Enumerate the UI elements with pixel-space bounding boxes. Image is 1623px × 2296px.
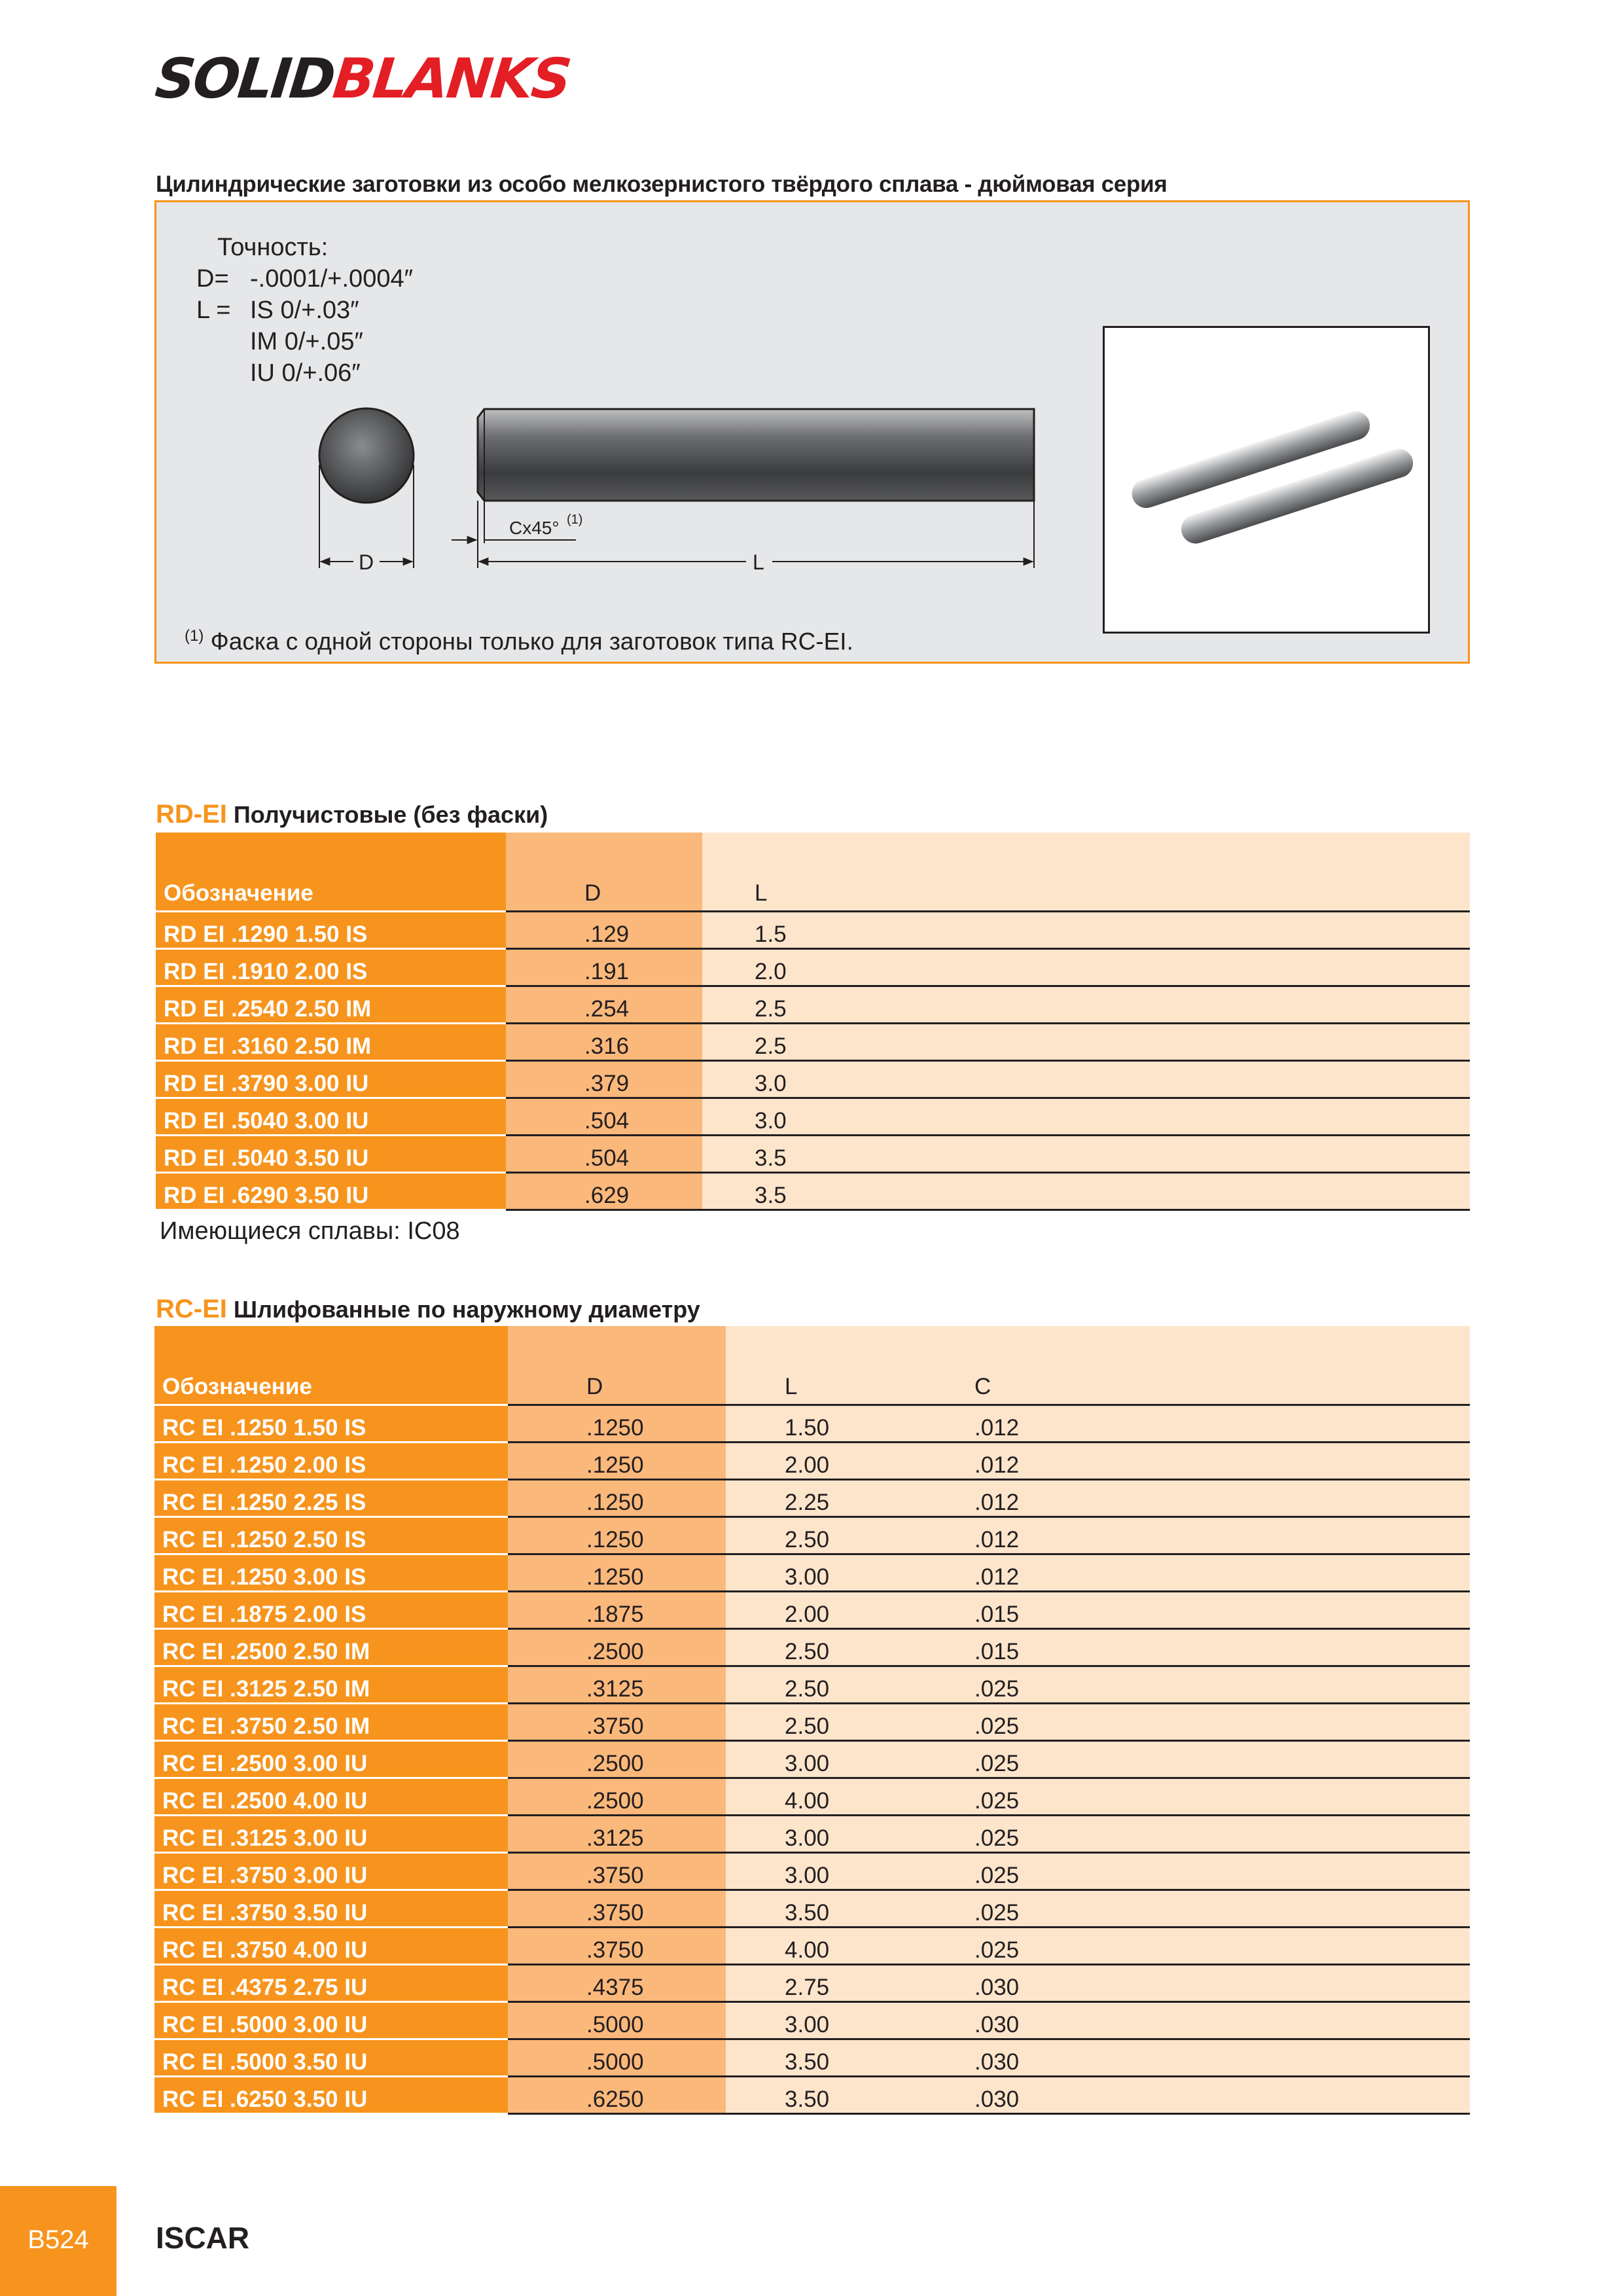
rc-l: 4.00 [726, 1927, 974, 1964]
rc-l: 3.50 [726, 1890, 974, 1927]
rc-col-designation: Обозначение [154, 1326, 508, 1405]
chamfer-label: Cx45° [509, 518, 560, 538]
page-subtitle: Цилиндрические заготовки из особо мелкозернистого твёрдого сплава - дюймовая серия [156, 171, 1168, 197]
rc-header-row [154, 1326, 1470, 1405]
rc-c: .030 [974, 2039, 1470, 2076]
table-row [154, 1442, 1470, 1479]
rc-table [154, 1326, 1470, 2115]
product-photo [1103, 326, 1430, 634]
table-row [154, 2076, 1470, 2113]
rc-l: 2.25 [726, 1479, 974, 1516]
rc-c: .025 [974, 1927, 1470, 1964]
rc-l: 2.50 [726, 1703, 974, 1740]
rd-designation: RD EI .6290 3.50 IU [156, 1172, 506, 1210]
rc-d: .1250 [508, 1479, 726, 1516]
rc-designation: RC EI .1250 2.50 IS [154, 1516, 508, 1554]
table-row [156, 1172, 1470, 1210]
rc-l: 2.50 [726, 1516, 974, 1554]
rc-c: .012 [974, 1405, 1470, 1442]
footnote [185, 627, 853, 655]
accuracy-title: Точность: [217, 234, 329, 261]
rc-l: 3.00 [726, 2001, 974, 2039]
rd-l: 2.0 [702, 948, 1470, 986]
rd-title: Получистовые (без фаски) [233, 801, 548, 828]
rd-d: .504 [506, 1098, 702, 1135]
rd-col-designation: Обозначение [156, 833, 506, 911]
logo-blanks: BLANKS [330, 46, 573, 111]
rd-designation: RD EI .1910 2.00 IS [156, 948, 506, 986]
table-row [154, 1815, 1470, 1852]
rc-l: 3.00 [726, 1815, 974, 1852]
rc-d: .2500 [508, 1628, 726, 1666]
table-row [154, 1479, 1470, 1516]
table-row [154, 1554, 1470, 1591]
blank-drawing [288, 386, 1060, 583]
rd-designation: RD EI .2540 2.50 IM [156, 986, 506, 1023]
rc-c: .025 [974, 1815, 1470, 1852]
rc-designation: RC EI .2500 3.00 IU [154, 1740, 508, 1778]
table-row [156, 1023, 1470, 1060]
rd-col-d: D [506, 833, 702, 911]
tolerance-d-value: -.0001/+.0004″ [250, 265, 414, 293]
rc-designation: RC EI .4375 2.75 IU [154, 1964, 508, 2001]
rc-designation: RC EI .1875 2.00 IS [154, 1591, 508, 1628]
table-row [154, 1890, 1470, 1927]
rc-d: .3750 [508, 1890, 726, 1927]
rc-d: .1250 [508, 1516, 726, 1554]
rc-l: 2.50 [726, 1628, 974, 1666]
rc-c: .012 [974, 1442, 1470, 1479]
rd-d: .504 [506, 1135, 702, 1172]
dim-l-label: L [753, 550, 764, 574]
rc-title: Шлифованные по наружному диаметру [233, 1296, 700, 1323]
tolerance-d-label: D= [196, 265, 229, 293]
rc-c: .030 [974, 1964, 1470, 2001]
rc-l: 2.75 [726, 1964, 974, 2001]
table-row [154, 1703, 1470, 1740]
rc-designation: RC EI .2500 4.00 IU [154, 1778, 508, 1815]
logo-solid: SOLID [152, 46, 337, 111]
rc-c: .025 [974, 1740, 1470, 1778]
rc-col-l: L [726, 1326, 974, 1405]
rd-designation: RD EI .3160 2.50 IM [156, 1023, 506, 1060]
rd-l: 3.5 [702, 1135, 1470, 1172]
rc-designation: RC EI .1250 2.25 IS [154, 1479, 508, 1516]
rd-header-row [156, 833, 1470, 911]
logo [152, 46, 573, 111]
rc-table-body [154, 1405, 1470, 2113]
rc-d: .3750 [508, 1927, 726, 1964]
table-row [156, 1060, 1470, 1098]
rc-l: 3.00 [726, 1852, 974, 1890]
rc-c: .015 [974, 1591, 1470, 1628]
rc-designation: RC EI .3750 3.50 IU [154, 1890, 508, 1927]
rc-d: .3750 [508, 1852, 726, 1890]
rd-l: 2.5 [702, 1023, 1470, 1060]
side-view [478, 409, 1034, 501]
table-row [154, 1666, 1470, 1703]
rd-d: .379 [506, 1060, 702, 1098]
rd-d: .129 [506, 911, 702, 948]
table-row [156, 948, 1470, 986]
rc-l: 2.00 [726, 1442, 974, 1479]
rc-l: 4.00 [726, 1778, 974, 1815]
rc-d: .3750 [508, 1703, 726, 1740]
rc-c: .025 [974, 1890, 1470, 1927]
rd-designation: RD EI .5040 3.50 IU [156, 1135, 506, 1172]
rd-l: 2.5 [702, 986, 1470, 1023]
table-row [154, 1591, 1470, 1628]
rc-c: .012 [974, 1554, 1470, 1591]
rd-col-l: L [702, 833, 1470, 911]
table-row [154, 2039, 1470, 2076]
chamfer-footnote-ref: (1) [567, 512, 583, 527]
rc-c: .030 [974, 2076, 1470, 2113]
rc-l: 2.00 [726, 1591, 974, 1628]
rc-designation: RC EI .3750 2.50 IM [154, 1703, 508, 1740]
rc-d: .1250 [508, 1554, 726, 1591]
rc-designation: RC EI .1250 2.00 IS [154, 1442, 508, 1479]
rc-d: .3125 [508, 1666, 726, 1703]
rd-designation: RD EI .5040 3.00 IU [156, 1098, 506, 1135]
tolerance-l-is: IS 0/+.03″ [250, 296, 359, 324]
rd-d: .629 [506, 1172, 702, 1210]
rc-designation: RC EI .3750 3.00 IU [154, 1852, 508, 1890]
rc-col-c: C [974, 1326, 1470, 1405]
rc-c: .025 [974, 1666, 1470, 1703]
rd-l: 3.5 [702, 1172, 1470, 1210]
rc-l: 3.00 [726, 1740, 974, 1778]
rc-c: .030 [974, 2001, 1470, 2039]
rd-designation: RD EI .1290 1.50 IS [156, 911, 506, 948]
rc-d: .1250 [508, 1442, 726, 1479]
rd-section-heading [156, 800, 548, 829]
table-row [154, 1852, 1470, 1890]
rc-c: .025 [974, 1852, 1470, 1890]
rc-c: .025 [974, 1778, 1470, 1815]
table-row [154, 1740, 1470, 1778]
rc-d: .2500 [508, 1740, 726, 1778]
rc-d: .6250 [508, 2076, 726, 2113]
rc-designation: RC EI .2500 2.50 IM [154, 1628, 508, 1666]
end-view [319, 408, 414, 503]
rc-d: .2500 [508, 1778, 726, 1815]
rd-d: .254 [506, 986, 702, 1023]
rc-d: .5000 [508, 2001, 726, 2039]
table-row [154, 1405, 1470, 1442]
rd-d: .191 [506, 948, 702, 986]
rd-table [156, 833, 1470, 1211]
page-number: B524 [27, 2225, 89, 2254]
table-row [154, 1628, 1470, 1666]
table-row [156, 986, 1470, 1023]
table-row [154, 1778, 1470, 1815]
rc-designation: RC EI .1250 3.00 IS [154, 1554, 508, 1591]
rd-l: 1.5 [702, 911, 1470, 948]
rc-code: RC-EI [156, 1295, 227, 1323]
rc-c: .012 [974, 1479, 1470, 1516]
rc-l: 3.00 [726, 1554, 974, 1591]
rc-c: .015 [974, 1628, 1470, 1666]
table-row [154, 1927, 1470, 1964]
tolerance-l-im: IM 0/+.05″ [250, 328, 363, 355]
table-row [156, 1098, 1470, 1135]
rc-designation: RC EI .6250 3.50 IU [154, 2076, 508, 2113]
rd-code: RD-EI [156, 800, 227, 829]
rc-designation: RC EI .3125 2.50 IM [154, 1666, 508, 1703]
footnote-ref: (1) [185, 627, 204, 645]
available-alloys: Имеющиеся сплавы: IC08 [160, 1217, 460, 1245]
rc-designation: RC EI .1250 1.50 IS [154, 1405, 508, 1442]
rd-l: 3.0 [702, 1060, 1470, 1098]
rc-section-heading [156, 1295, 700, 1324]
rc-l: 3.50 [726, 2039, 974, 2076]
tolerance-l-label: L = [196, 296, 231, 324]
footnote-text: Фаска с одной стороны только для заготовок типа RC-EI. [210, 628, 853, 655]
rc-l: 3.50 [726, 2076, 974, 2113]
table-row [156, 1135, 1470, 1172]
rc-d: .1250 [508, 1405, 726, 1442]
rc-designation: RC EI .5000 3.00 IU [154, 2001, 508, 2039]
rc-designation: RC EI .3125 3.00 IU [154, 1815, 508, 1852]
rc-designation: RC EI .5000 3.50 IU [154, 2039, 508, 2076]
table-row [156, 911, 1470, 948]
rc-c: .025 [974, 1703, 1470, 1740]
table-row [154, 2001, 1470, 2039]
rc-l: 1.50 [726, 1405, 974, 1442]
rd-d: .316 [506, 1023, 702, 1060]
rc-designation: RC EI .3750 4.00 IU [154, 1927, 508, 1964]
rc-col-d: D [508, 1326, 726, 1405]
tolerance-l-iu: IU 0/+.06″ [250, 359, 361, 387]
rc-d: .4375 [508, 1964, 726, 2001]
rc-c: .012 [974, 1516, 1470, 1554]
table-row [154, 1964, 1470, 2001]
table-row [154, 1516, 1470, 1554]
rd-l: 3.0 [702, 1098, 1470, 1135]
rc-d: .1875 [508, 1591, 726, 1628]
rc-d: .5000 [508, 2039, 726, 2076]
carbide-rods-image [1105, 328, 1428, 632]
rc-d: .3125 [508, 1815, 726, 1852]
dim-d-label: D [359, 550, 374, 574]
brand-name: ISCAR [156, 2221, 250, 2255]
rd-designation: RD EI .3790 3.00 IU [156, 1060, 506, 1098]
rc-l: 2.50 [726, 1666, 974, 1703]
